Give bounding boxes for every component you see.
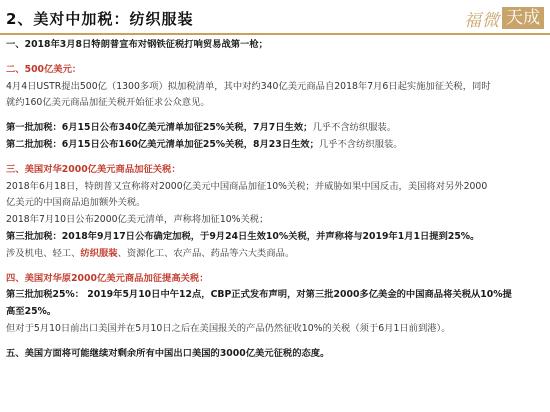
section-4-line-3: 但对于5月10日前出口美国并在5月10日之后在美国报关的产品仍然征收10%的关税（须于6月1日前到港）。 xyxy=(6,322,451,334)
section-2-para-line-1: 4月4日USTR提出500亿（1300多项）拟加税清单，其中对约340亿美元商品自2018年7月6日起实施加征关税，同时 xyxy=(6,80,491,92)
batch-1-bold: 第一批加税：6月15日公布340亿美元清单加征25%关税，7月7日生效； xyxy=(6,122,313,134)
categories-pre: 涉及机电、轻工、 xyxy=(6,247,81,259)
section-3-line-5 xyxy=(6,246,544,263)
brand-logo xyxy=(464,6,544,30)
logo-left-text: 福微 xyxy=(464,10,500,31)
categories-textile-highlight: 纺织服装 xyxy=(80,247,118,259)
section-5-heading: 五、美国方面将可能继续对剩余所有中国出口美国的3000亿美元征税的态度。 xyxy=(6,347,330,359)
section-4-line-1: 第三批加税25%： 2019年5月10日中午12点，CBP正式发布声明，对第三批2000多亿美金的中国商品将关税从10%提 xyxy=(6,289,512,301)
categories-post: 、资源化工、农产品、药品等六大类商品。 xyxy=(117,247,295,259)
section-3-line-2: 亿美元的中国商品追加额外关税。 xyxy=(6,197,146,209)
slide-header xyxy=(0,0,550,38)
batch-2-note: 几乎不含纺织服装。 xyxy=(318,138,403,150)
section-2-heading: 二、500亿美元： xyxy=(6,63,82,75)
slide-body xyxy=(6,37,544,363)
logo-right-text: 天成 xyxy=(502,7,544,29)
section-4-heading: 四、美国对华原2000亿美元商品加征提高关税： xyxy=(6,272,209,284)
section-3-heading: 三、美国对华2000亿美元商品加征关税： xyxy=(6,163,181,175)
section-3-line-3: 2018年7月10日公布2000亿美元清单，声称将加征10%关税； xyxy=(6,214,269,226)
page-title: 2、美对中加税：纺织服装 xyxy=(6,10,194,28)
section-1-heading: 一、2018年3月8日特朗普宣布对钢铁征税打响贸易战第一枪； xyxy=(6,39,268,50)
batch-1-line xyxy=(6,120,544,137)
section-3-line-1: 2018年6月18日，特朗普又宣称将对2000亿美元中国商品加征10%关税；并威胁如果中国反击，美国将对另外2000 xyxy=(6,180,488,192)
section-4-line-2: 高至25%。 xyxy=(6,306,57,318)
batch-1-note: 几乎不含纺织服装。 xyxy=(312,122,397,134)
section-3-line-4: 第三批加税：2018年9月17日公布确定加税，于9月24日生效10%关税，并声称将与2019年1月1日提到25%。 xyxy=(6,230,480,242)
section-2-para-line-2: 就约160亿美元商品加征关税开始征求公众意见。 xyxy=(6,97,210,109)
batch-2-bold: 第二批加税：6月15日公布160亿美元清单加征25%关税，8月23日生效； xyxy=(6,138,319,150)
header-divider xyxy=(0,33,550,35)
batch-2-line xyxy=(6,137,544,154)
